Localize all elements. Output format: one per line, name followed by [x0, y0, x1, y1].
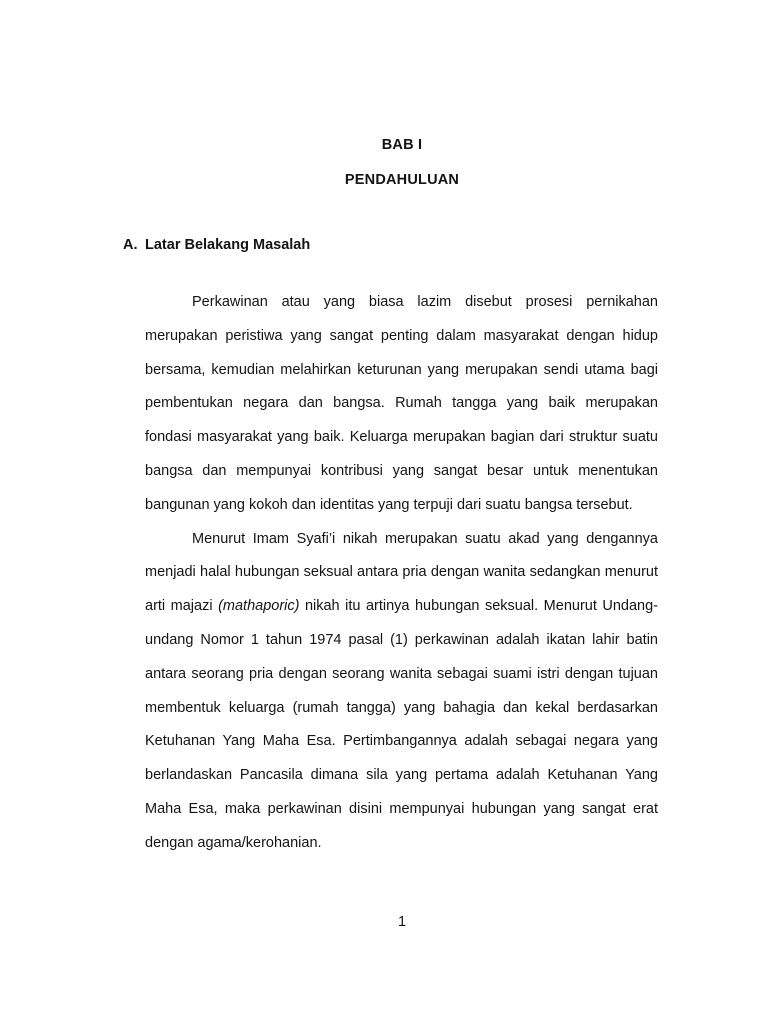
paragraph-2-text-b: nikah itu artinya hubungan seksual. Menurut Undang-undang Nomor 1 tahun 1974 pasal (1) perkawinan adalah ikatan lahir batin antara seorang pria dengan seorang wanita sebagai suami istri dengan tujuan membentuk keluarga (rumah tangga) yang bahagia dan kekal berdasarkan Ketuhanan Yang Maha Esa. Pertimbangannya adalah sebagai negara yang berlandaskan Pancasila dimana sila yang pertama adalah Ketuhanan Yang Maha Esa, maka perkawinan disini mempunyai hubungan yang sangat erat dengan agama/kerohanian. — [145, 598, 658, 851]
body-text — [145, 286, 658, 861]
chapter-title: PENDAHULUAN — [344, 172, 460, 188]
chapter-number: BAB I — [381, 137, 423, 153]
section-title: Latar Belakang Masalah — [145, 237, 311, 253]
section-letter: A. — [123, 237, 138, 253]
page-number: 1 — [397, 914, 407, 930]
paragraph-2 — [145, 523, 658, 861]
paragraph-1: Perkawinan atau yang biasa lazim disebut prosesi pernikahan merupakan peristiwa yang sangat penting dalam masyarakat dengan hidup bersama, kemudian melahirkan keturunan yang merupakan sendi utama bagi pembentukan negara dan bangsa. Rumah tangga yang baik merupakan fondasi masyarakat yang baik. Keluarga merupakan bagian dari struktur suatu bangsa dan mempunyai kontribusi yang sangat besar untuk menentukan bangunan yang kokoh dan identitas yang terpuji dari suatu bangsa tersebut. — [145, 294, 658, 513]
paragraph-2-text-a: Menurut Imam Syafi’i nikah merupakan suatu akad yang dengannya menjadi halal hubungan seksual antara pria dengan wanita sedangkan menurut arti majazi — [145, 530, 658, 615]
paragraph-2-italic-term: (mathaporic) — [218, 598, 300, 615]
section-heading — [123, 237, 310, 253]
